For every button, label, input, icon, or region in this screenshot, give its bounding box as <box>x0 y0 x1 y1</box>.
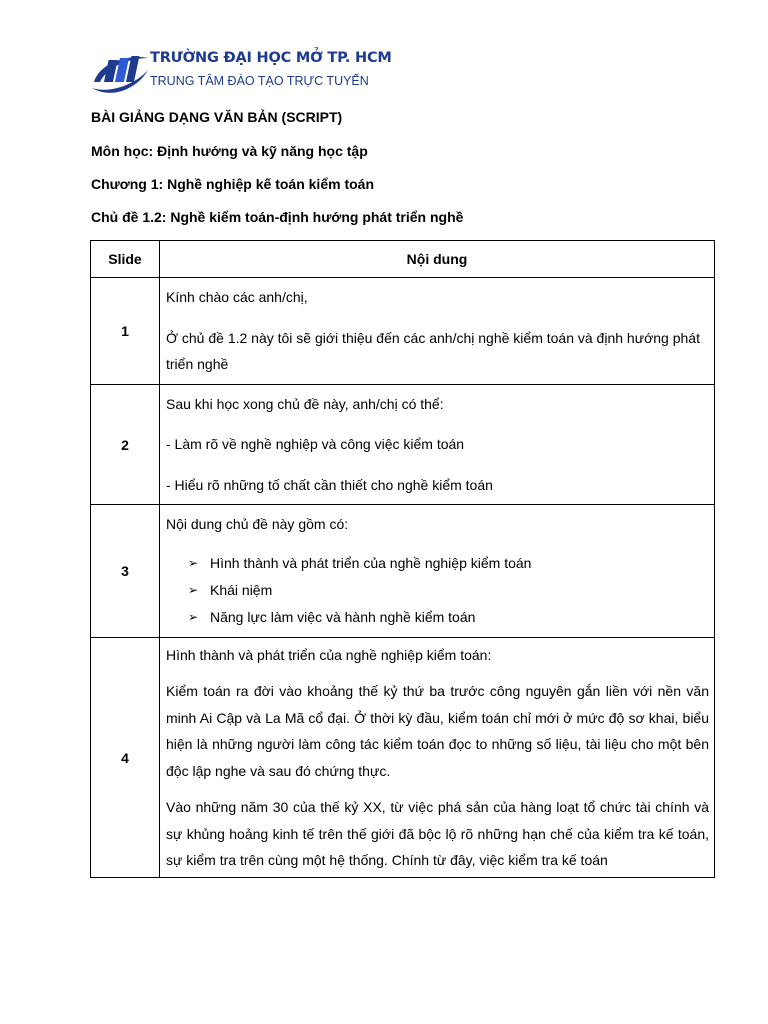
slide-content <box>160 638 715 878</box>
table-header-row <box>91 241 715 278</box>
slide-content <box>160 385 715 505</box>
slide-content <box>160 278 715 385</box>
chapter-line: Chương 1: Nghề nghiệp kế toán kiểm toán <box>91 176 375 192</box>
logo-emblem-icon <box>90 44 150 100</box>
paragraph: - Làm rõ về nghề nghiệp và công việc kiểm toán <box>166 436 465 453</box>
bullet-list <box>166 550 709 631</box>
paragraph: - Hiểu rõ những tố chất cần thiết cho nghề kiểm toán <box>166 476 493 493</box>
arrow-bullet-icon: ➢ <box>188 555 199 570</box>
content-column-header: Nội dung <box>160 241 715 278</box>
paragraph: Ở chủ đề 1.2 này tôi sẽ giới thiệu đến các anh/chị nghề kiểm toán và định hướng phát triển nghề <box>166 329 700 373</box>
list-item: ➢ Hình thành và phát triển của nghề nghiệp kiểm toán <box>188 550 709 577</box>
paragraph: Nội dung chủ đề này gồm có: <box>166 516 349 533</box>
slide-number: 2 <box>91 385 160 505</box>
logo-university-name: TRƯỜNG ĐẠI HỌC MỞ TP. HCM <box>150 50 392 66</box>
slide-number: 3 <box>91 505 160 638</box>
paragraph: Kính chào các anh/chị, <box>166 289 308 306</box>
subject-line: Môn học: Định hướng và kỹ năng học tập <box>91 143 368 159</box>
list-item: ➢ Năng lực làm việc và hành nghề kiểm toán <box>188 604 709 631</box>
paragraph: Vào những năm 30 của thế kỷ XX, từ việc phá sản của hàng loạt tổ chức tài chính và sự khủng hoảng kinh tế trên thế giới đã bộc lộ rõ những hạn chế của kiểm tra kế toán, sự kiểm tra trên cùng một hệ thống. Chính từ đây, việc kiểm tra kế toán <box>166 799 709 868</box>
paragraph: Sau khi học xong chủ đề này, anh/chị có thể: <box>166 395 444 412</box>
table-row <box>91 505 715 638</box>
table-row <box>91 385 715 505</box>
table-row <box>91 278 715 385</box>
slide-column-header: Slide <box>91 241 160 278</box>
slide-number: 1 <box>91 278 160 385</box>
paragraph: Hình thành và phát triển của nghề nghiệp kiểm toán: <box>166 646 492 663</box>
topic-line: Chủ đề 1.2: Nghề kiểm toán-định hướng phát triển nghề <box>91 209 464 225</box>
slide-number: 4 <box>91 638 160 878</box>
script-table <box>90 240 715 878</box>
list-item: ➢ Khái niệm <box>188 577 709 604</box>
university-logo <box>90 44 392 100</box>
paragraph: Kiểm toán ra đời vào khoảng thế kỷ thứ ba trước công nguyên gắn liền với nền văn minh Ai Cập và La Mã cổ đại. Ở thời kỳ đầu, kiểm toán chỉ mới ở mức độ sơ khai, biểu hiện là những người làm công tác kiểm toán đọc to những số liệu, tài liệu cho một bên độc lập nghe và sau đó chứng thực. <box>166 683 709 779</box>
document-title: BÀI GIẢNG DẠNG VĂN BẢN (SCRIPT) <box>91 109 343 125</box>
table-row <box>91 638 715 878</box>
arrow-bullet-icon: ➢ <box>188 582 199 597</box>
arrow-bullet-icon: ➢ <box>188 609 199 624</box>
logo-center-name: TRUNG TÂM ĐÀO TẠO TRỰC TUYẾN <box>150 74 369 88</box>
slide-content <box>160 505 715 638</box>
